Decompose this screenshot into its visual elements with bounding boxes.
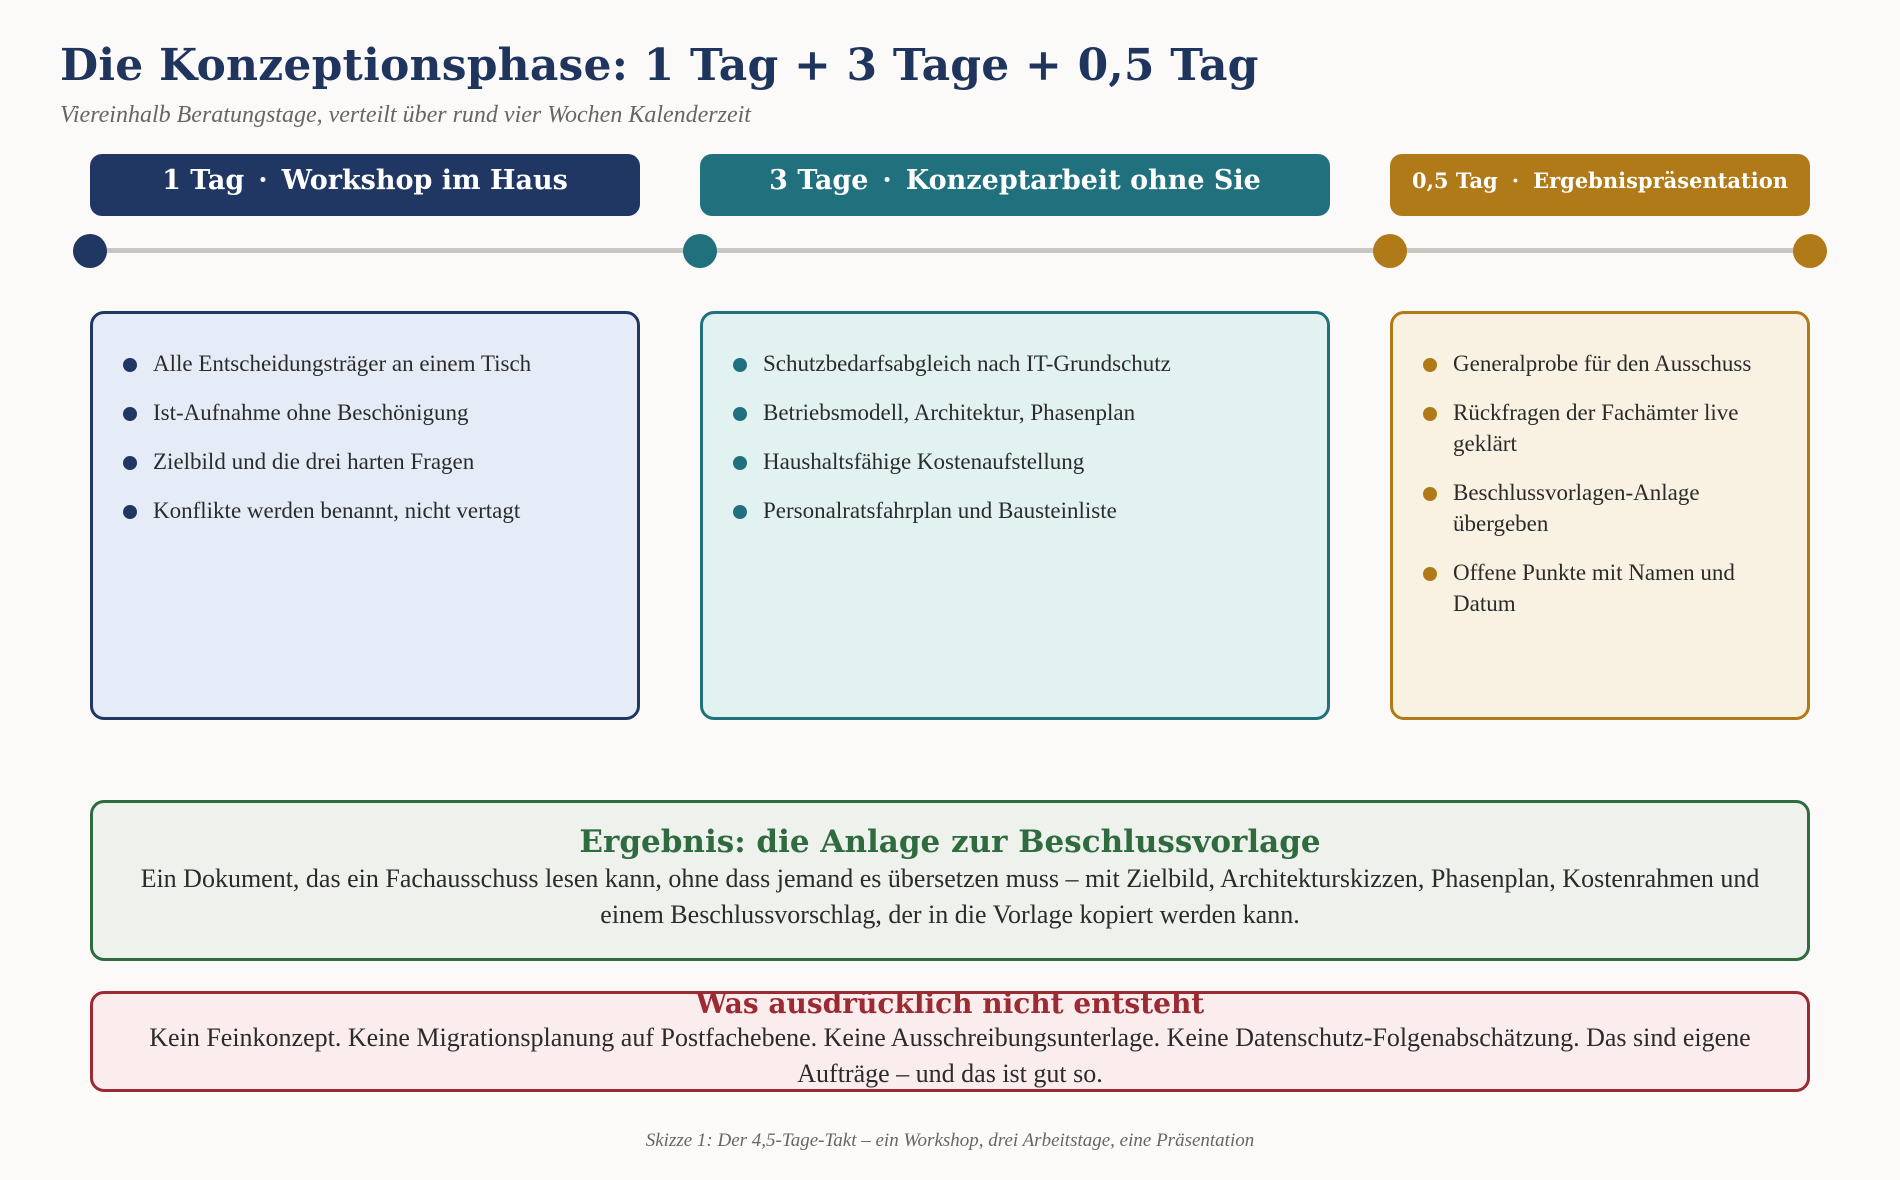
list-item (1423, 397, 1787, 459)
list-item-text: Rückfragen der Fachämter live geklärt (1453, 400, 1739, 456)
list-item-text: Schutzbedarfsabgleich nach IT-Grundschutz (763, 351, 1171, 376)
list-item-text: Betriebsmodell, Architektur, Phasenplan (763, 400, 1136, 425)
list-item-text: Alle Entscheidungsträger an einem Tisch (153, 351, 532, 376)
timeline-marker (683, 234, 717, 268)
bullet-icon (1423, 358, 1437, 372)
phase-separator: · (882, 164, 892, 196)
bullet-icon (1423, 567, 1437, 581)
list-item-text: Ist-Aufnahme ohne Beschönigung (153, 400, 469, 425)
list-item-text: Haushaltsfähige Kostenaufstellung (763, 449, 1085, 474)
phase-item-list (733, 348, 1307, 526)
list-item-text: Beschlussvorlagen-Anlage übergeben (1453, 480, 1700, 536)
list-item (1423, 557, 1787, 619)
bullet-icon (733, 407, 747, 421)
phase-name: Ergebnispräsentation (1533, 167, 1788, 193)
list-item (733, 495, 1307, 526)
phase-separator: · (1511, 167, 1520, 193)
bullet-icon (123, 456, 137, 470)
page-title: Die Konzeptionsphase: 1 Tag + 3 Tage + 0,5 Tag (60, 40, 1259, 91)
phase-card-konzeptarbeit (700, 311, 1330, 720)
phase-name: Konzeptarbeit ohne Sie (905, 164, 1261, 196)
result-text: Ein Dokument, das ein Fachausschuss lesen kann, ohne dass jemand es übersetzen muss – mit Zielbild, Architekturskizzen, Phasenplan, Kostenrahmen und einem Beschlussvorschlag, der in die Vorlage kopiert werden kann. (140, 864, 1760, 929)
phase-item-list (123, 348, 617, 526)
phase-separator: · (258, 164, 268, 196)
phase-item-list (1423, 348, 1787, 619)
bullet-icon (1423, 487, 1437, 501)
list-item (733, 397, 1307, 428)
list-item (1423, 348, 1787, 379)
bullet-icon (123, 358, 137, 372)
figure-caption: Skizze 1: Der 4,5-Tage-Takt – ein Workshop, drei Arbeitstage, eine Präsentation (645, 1130, 1255, 1151)
bullet-icon (733, 358, 747, 372)
list-item (123, 446, 617, 477)
phase-duration: 3 Tage (769, 164, 869, 196)
list-item (1423, 477, 1787, 539)
bullet-icon (123, 505, 137, 519)
phase-name: Workshop im Haus (281, 164, 568, 196)
list-item (123, 348, 617, 379)
list-item-text: Generalprobe für den Ausschuss (1453, 351, 1752, 376)
list-item (123, 397, 617, 428)
bullet-icon (1423, 407, 1437, 421)
phase-header-praesentation (1390, 154, 1810, 216)
not-included-box (90, 987, 1810, 1092)
list-item-text: Konflikte werden benannt, nicht vertagt (153, 498, 521, 523)
list-item-text: Personalratsfahrplan und Bausteinliste (763, 498, 1117, 523)
bullet-icon (733, 456, 747, 470)
timeline-end-marker (1793, 234, 1827, 268)
timeline-marker (1373, 234, 1407, 268)
not-included-text: Kein Feinkonzept. Keine Migrationsplanung auf Postfachebene. Keine Ausschreibungsunterlage. Keine Datenschutz-Folgenabschätzung. Das sind eigene Aufträge – und das ist gut so. (149, 1023, 1751, 1088)
timeline-marker (73, 234, 107, 268)
bullet-icon (733, 505, 747, 519)
list-item-text: Offene Punkte mit Namen und Datum (1453, 560, 1735, 616)
list-item (733, 446, 1307, 477)
phase-card-workshop (90, 311, 640, 720)
phase-header-konzeptarbeit (700, 154, 1330, 216)
list-item (733, 348, 1307, 379)
page-subtitle: Viereinhalb Beratungstage, verteilt über rund vier Wochen Kalenderzeit (60, 102, 751, 128)
phase-card-praesentation (1390, 311, 1810, 720)
result-title: Ergebnis: die Anlage zur Beschlussvorlage (579, 824, 1321, 860)
result-box (90, 800, 1810, 961)
phase-header-workshop (90, 154, 640, 216)
bullet-icon (123, 407, 137, 421)
timeline-line (90, 248, 1810, 253)
phase-duration: 0,5 Tag (1411, 167, 1498, 193)
not-included-title: Was ausdrücklich nicht entsteht (695, 987, 1205, 1020)
list-item (123, 495, 617, 526)
list-item-text: Zielbild und die drei harten Fragen (153, 449, 475, 474)
phase-duration: 1 Tag (162, 164, 245, 196)
